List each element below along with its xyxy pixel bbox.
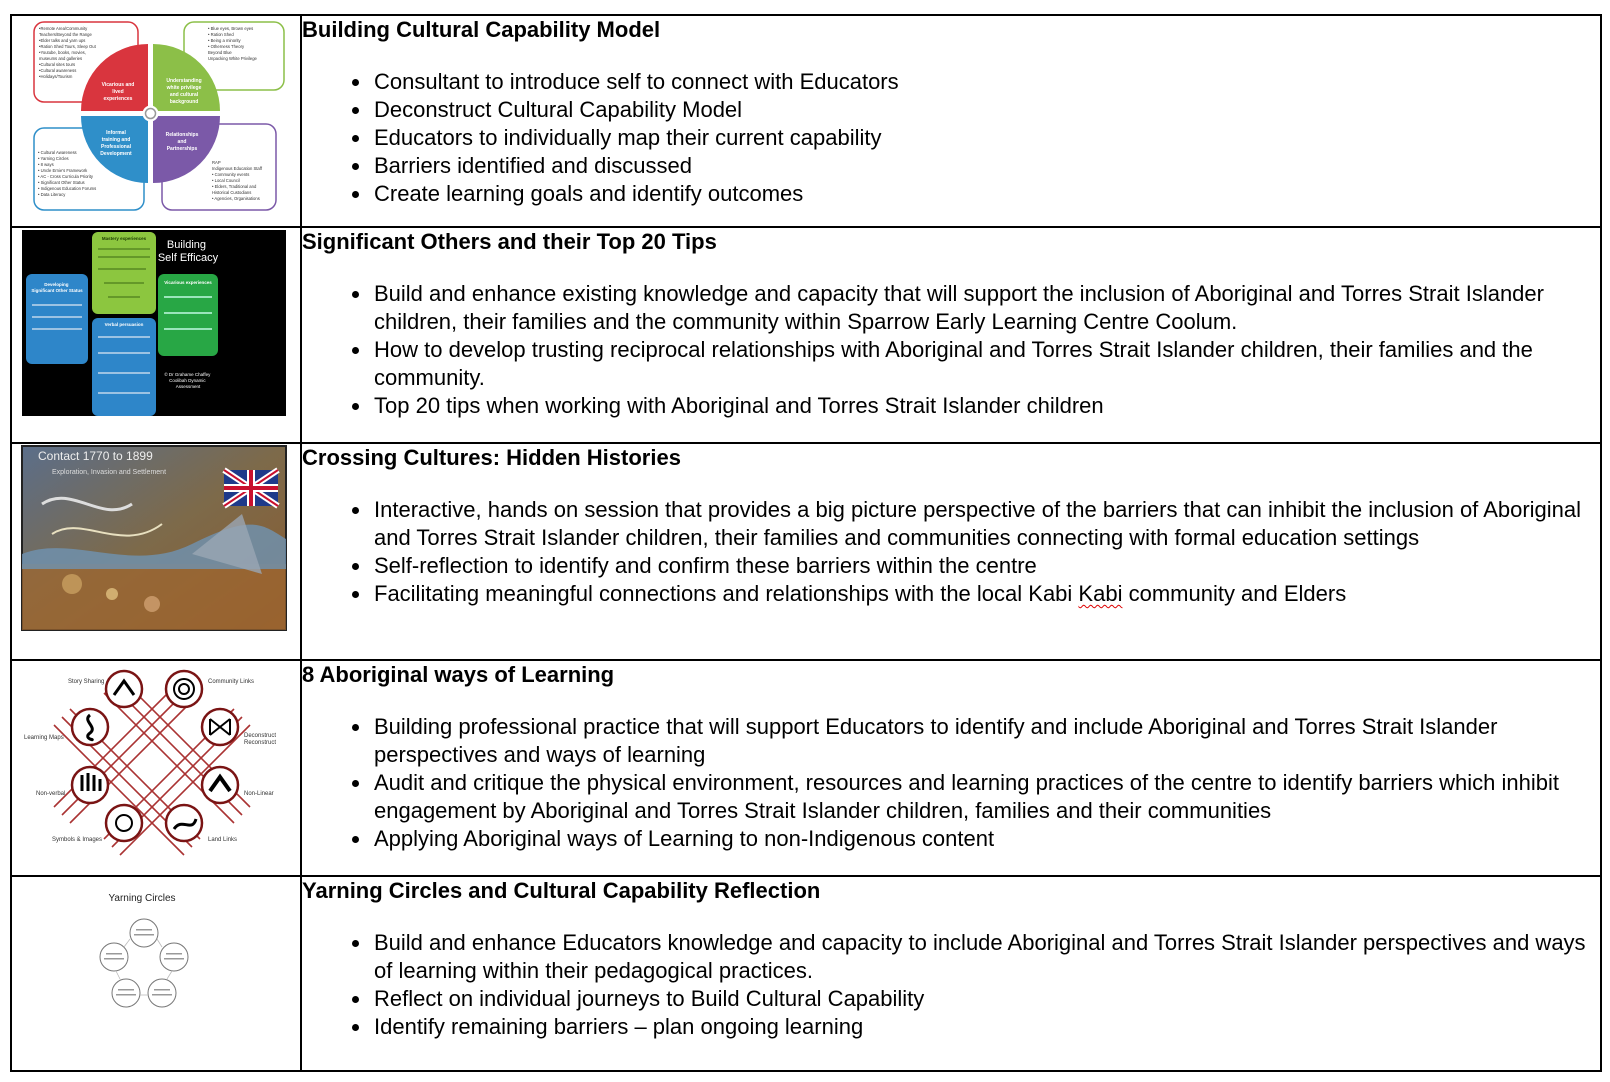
- svg-text:© Dr Grahame Chaffey: © Dr Grahame Chaffey Coolibah Dynamic Assessment: [164, 372, 211, 389]
- svg-text:RelationshipsandPartnerships: Relationships and Partnerships: [165, 132, 199, 152]
- svg-text:Non-verbal: Non-verbal: [36, 791, 66, 797]
- svg-text:Vicarious experiences: Vicarious experiences: [164, 280, 212, 285]
- svg-text:•Remote Area/Community: •Remote Area/Community Teachers/Beyond the Range •Elder talks and yarn ups •Ration Shed Tours, Sleep Out •Youtube, books, movies, museums and galleries •Cultural sites tours •Cultural awareness •Holidays/Tourism: [39, 26, 96, 79]
- svg-text:Yarning Circles: Yarning Circles: [108, 893, 176, 904]
- row-title: 8 Aboriginal ways of Learning: [302, 662, 615, 687]
- yarning-circles-diagram: [12, 877, 302, 1052]
- svg-text:Understandingwhite privilegean: Understanding white privilege and cultural background: [166, 78, 202, 105]
- eight-ways-text-cell: [301, 660, 1601, 876]
- svg-text:Developing Significa: Developing Significant Other Status: [31, 282, 83, 293]
- list-item: • Consultant to introduce self to connect with Educators: [372, 68, 1600, 96]
- row-title: Building Cultural Capability Model: [302, 17, 661, 42]
- eight-ways-diagram: [12, 661, 302, 870]
- list-item: • Identify remaining barriers – plan ongoing learning: [372, 1013, 1600, 1041]
- table-row: [11, 876, 1601, 1071]
- yarning-circles-image-cell: [11, 876, 301, 1071]
- list-item: • Build and enhance existing knowledge and capacity that will support the inclusion of Aboriginal and Torres Strait Islander children, their families and the community within Sparrow Early Learning Centre Coolum.: [372, 280, 1600, 336]
- list-item: • How to develop trusting reciprocal relationships with Aboriginal and Torres Strait Islander children, their families and the community.: [372, 336, 1600, 392]
- list-item: • Facilitating meaningful connections and relationships with the local Kabi Kabi community and Elders: [372, 580, 1600, 608]
- bullet-list: [302, 713, 1600, 853]
- svg-text:Land Links: Land Links: [208, 837, 238, 843]
- row-title: Significant Others and their Top 20 Tips: [302, 229, 717, 254]
- eight-ways-image-cell: [11, 660, 301, 876]
- list-item: • Build and enhance Educators knowledge and capacity to include Aboriginal and Torres Strait Islander perspectives and ways of learning within their pedagogical practices.: [372, 929, 1600, 985]
- self-efficacy-diagram: [12, 228, 302, 437]
- svg-text:• Blue eyes, Brown eyes: • Blue eyes, Brown eyes • Ration Shed • Being a minority • Otherness Theory Beyond Blue Unpacking White Privilege: [208, 26, 257, 61]
- bullet-list: [302, 929, 1600, 1041]
- list-item: • Educators to individually map their current capability: [372, 124, 1600, 152]
- svg-text:Symbols & Images: Symbols & Images: [52, 837, 103, 843]
- list-item: • Top 20 tips when working with Aboriginal and Torres Strait Islander children: [372, 392, 1600, 420]
- table-row: [11, 15, 1601, 227]
- svg-text:RAP Indigenous Educa: RAP Indigenous Education Staff • Community events • Local Council • Elders, Traditional and Historical Custodians • Agencies, Organisations: [212, 160, 262, 201]
- list-item: • Applying Aboriginal ways of Learning to non-Indigenous content: [372, 825, 1600, 853]
- list-item: • Deconstruct Cultural Capability Model: [372, 96, 1600, 124]
- flag-icon: [224, 470, 278, 506]
- list-item: • Reflect on individual journeys to Build Cultural Capability: [372, 985, 1600, 1013]
- crossing-cultures-text-cell: [301, 443, 1601, 660]
- table-row: [11, 227, 1601, 443]
- list-item: • Create learning goals and identify outcomes: [372, 180, 1600, 208]
- self-efficacy-image-cell: [11, 227, 301, 443]
- list-item: • Self-reflection to identify and confirm these barriers within the centre: [372, 552, 1600, 580]
- svg-text:Verbal persuasion: Verbal persuasion: [104, 322, 144, 327]
- svg-text:Community Links: Community Links: [208, 679, 255, 685]
- list-item: • Barriers identified and discussed: [372, 152, 1600, 180]
- spellcheck-word: Kabi: [1078, 581, 1123, 606]
- svg-text:Reconstruct: Reconstruct: [244, 740, 277, 746]
- bullet-list: [302, 280, 1600, 420]
- cultural-capability-model-image-cell: [11, 15, 301, 227]
- row-title: Yarning Circles and Cultural Capability Reflection: [302, 878, 821, 903]
- bullet-list: [302, 496, 1600, 608]
- svg-text:Mastery experiences: Mastery experiences: [101, 236, 147, 241]
- cultural-capability-text-cell: [301, 15, 1601, 227]
- contact-painting-image: [12, 444, 302, 654]
- svg-text:Deconstruct: Deconstruct: [244, 733, 277, 739]
- yarning-circles-text-cell: [301, 876, 1601, 1071]
- svg-text:Story Sharing: Story Sharing: [68, 679, 105, 685]
- table-row: [11, 443, 1601, 660]
- workshop-table: [10, 14, 1602, 1072]
- list-item: • Building professional practice that will support Educators to identify and include Aboriginal and Torres Strait Islander perspectives and ways of learning: [372, 713, 1600, 769]
- svg-text:Non-Linear: Non-Linear: [244, 791, 274, 797]
- row-title: Crossing Cultures: Hidden Histories: [302, 445, 681, 470]
- bullet-list: [302, 68, 1600, 208]
- svg-text:Learning Maps: Learning Maps: [24, 735, 64, 741]
- svg-text:Exploration, Invasion and Sett: Exploration, Invasion and Settlement: [52, 469, 167, 476]
- svg-text:Contact 1770 to 1899: Contact 1770 to 1899: [38, 449, 153, 463]
- list-item: • Audit and critique the physical environment, resources and learning practices of the centre to identify barriers which inhibit engagement by Aboriginal and Torres Strait Islander children, families and their communities: [372, 769, 1600, 825]
- svg-text:Informaltraining andProfession: Informal training and Professional Development: [100, 130, 132, 157]
- svg-text:Vicarious andlivedexperiences: Vicarious and lived experiences: [101, 82, 135, 102]
- list-item: • Interactive, hands on session that provides a big picture perspective of the barriers that can inhibit the inclusion of Aboriginal and Torres Strait Islander children, their families and communities connecting with formal education settings: [372, 496, 1600, 552]
- table-row: [11, 660, 1601, 876]
- cultural-capability-model-diagram: [12, 16, 302, 221]
- significant-others-text-cell: [301, 227, 1601, 443]
- crossing-cultures-image-cell: [11, 443, 301, 660]
- svg-text:Building Self Effica: Building Self Efficacy: [157, 239, 219, 264]
- svg-text:• Cultural Awareness: • Cultural Awareness • Yarning Circles • 8 ways • Uncle Ernie's Framework • AC - Cross Curricula Priority • Significant Other Status • Indigenous Education Forums • Data Literacy: [38, 150, 97, 197]
